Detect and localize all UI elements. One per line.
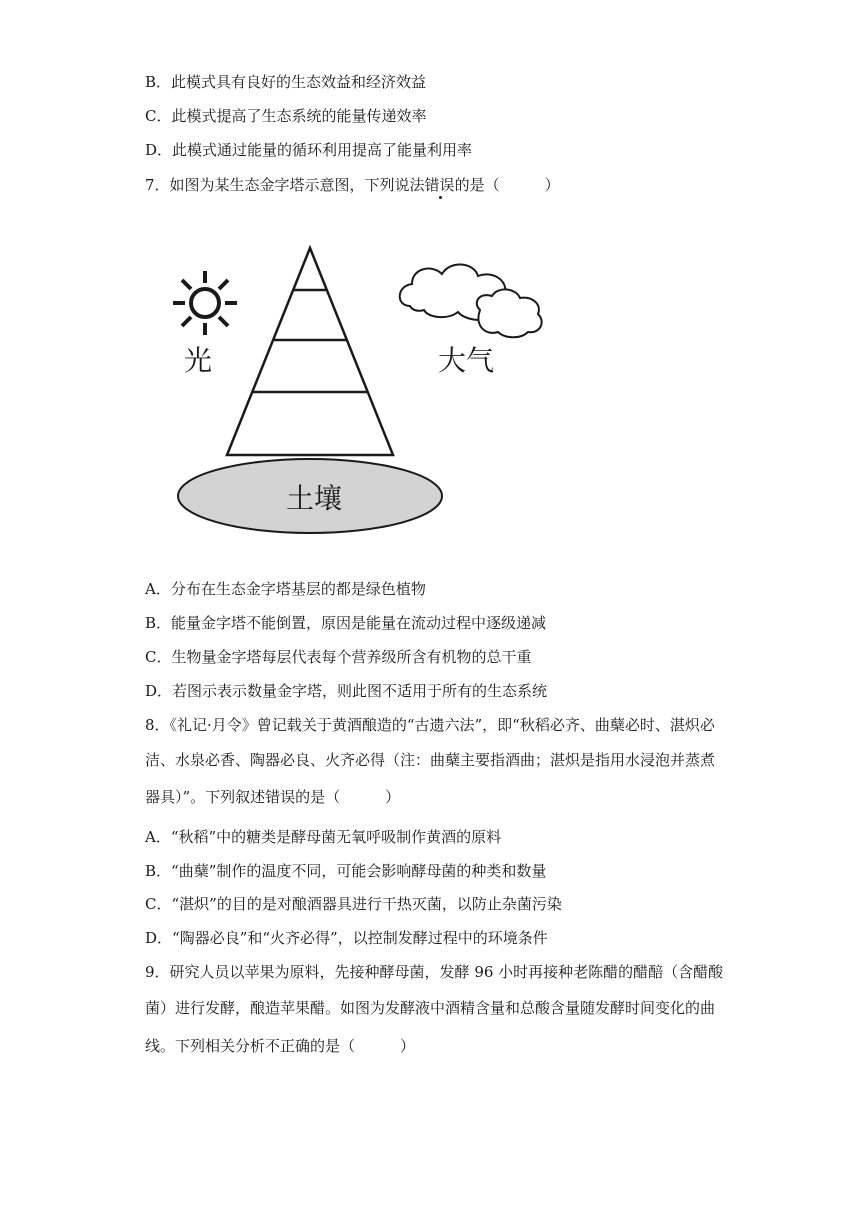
cloud-icon [400, 264, 542, 337]
q8-option-a: A．“秋稻”中的糖类是酵母菌无氧呼吸制作黄酒的原料 [145, 828, 502, 846]
light-label: 光 [184, 344, 213, 377]
q7-option-c: C．生物量金字塔每层代表每个营养级所含有机物的总干重 [145, 648, 532, 666]
soil-label: 土壤 [286, 482, 343, 515]
q8-option-c: C．“湛炽”的目的是对酿酒器具进行干热灭菌，以防止杂菌污染 [145, 895, 562, 913]
q7-option-d: D．若图示表示数量金字塔，则此图不适用于所有的生态系统 [145, 682, 548, 700]
ecological-pyramid-figure [160, 238, 550, 538]
pyramid [227, 248, 393, 455]
q6-option-d: D．此模式通过能量的循环利用提高了能量利用率 [145, 141, 473, 159]
q8-stem-line-3: 器具）”。下列叙述错误的是（ ） [145, 788, 401, 806]
q6-option-b: B．此模式具有良好的生态效益和经济效益 [145, 73, 427, 91]
q8-stem-line-2: 洁、水泉必香、陶器必良、火齐必得（注：曲蘖主要指酒曲；湛炽是指用水浸泡并蒸煮 [145, 751, 716, 769]
q9-stem-line-2: 菌）进行发酵，酿造苹果醋。如图为发酵液中酒精含量和总酸含量随发酵时间变化的曲 [145, 999, 716, 1017]
q7-stem-prefix: 7．如图为某生态金字塔示意图，下列说法 [145, 176, 425, 194]
q7-stem [145, 175, 560, 195]
q6-option-c: C．此模式提高了生态系统的能量传递效率 [145, 107, 427, 125]
q7-option-b: B．能量金字塔不能倒置，原因是能量在流动过程中逐级递减 [145, 614, 547, 632]
q9-stem-line-1: 9．研究人员以苹果为原料，先接种酵母菌，发酵 96 小时再接种老陈醋的醋醅（含醋酸 [145, 963, 724, 981]
sun-icon [173, 271, 237, 335]
q9-stem-line-3: 线。下列相关分析不正确的是（ ） [145, 1037, 416, 1055]
atmosphere-label: 大气 [438, 344, 495, 377]
q8-option-b: B．“曲蘖”制作的温度不同，可能会影响酵母菌的种类和数量 [145, 862, 547, 880]
q8-stem-line-1: 8．《礼记·月令》曾记载关于黄酒酿造的“古遗六法”，即“秋稻必齐、曲蘖必时、湛炽必 [145, 716, 715, 734]
q7-stem-emphasis: 错误 [424, 176, 455, 194]
q8-option-d: D．“陶器必良”和“火齐必得”，以控制发酵过程中的环境条件 [145, 929, 548, 947]
q7-stem-suffix: 的是（ ） [454, 176, 560, 194]
q7-option-a: A．分布在生态金字塔基层的都是绿色植物 [145, 580, 426, 598]
